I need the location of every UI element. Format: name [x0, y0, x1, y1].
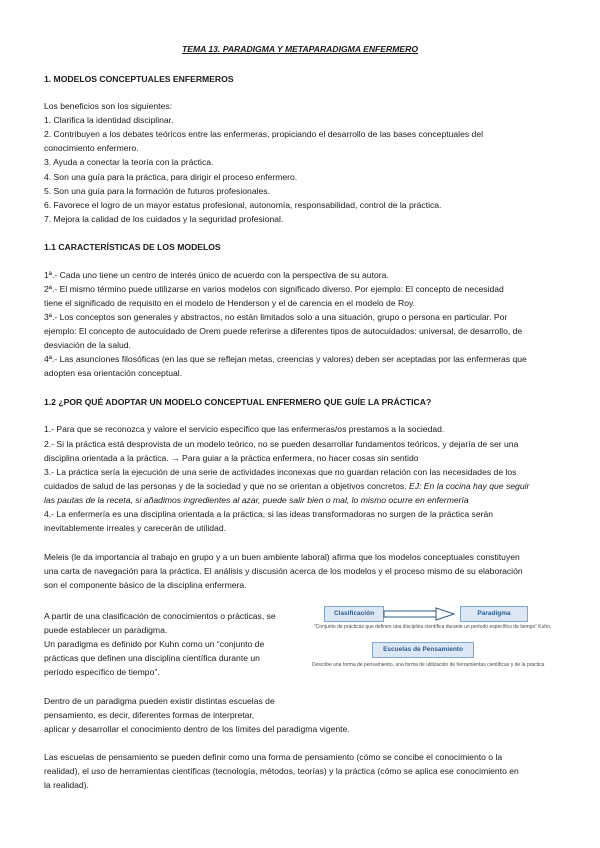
paradigm-paragraph: prácticas que definen una disciplina científica durante un: [44, 653, 260, 663]
benefit-item: conocimiento enfermero.: [44, 143, 139, 153]
benefit-item: 6. Favorece el logro de un mayor estatus profesional, autonomía, responsabilidad, control de la práctica.: [44, 200, 442, 210]
arrow-right-icon: [382, 607, 456, 621]
characteristic-item: adopten esa orientación conceptual.: [44, 368, 183, 378]
characteristic-item: ejemplo: El concepto de autocuidado de Orem puede referirse a diferentes tipos de autocuidados: universal, de desarrollo, de: [44, 326, 523, 336]
schools-paragraph: Dentro de un paradigma pueden existir distintas escuelas de: [44, 696, 275, 706]
benefits-intro: Los beneficios son los siguientes:: [44, 101, 173, 111]
box-paradigma: Paradigma: [460, 606, 528, 622]
benefit-item: 7. Mejora la calidad de los cuidados y la seguridad profesional.: [44, 214, 284, 224]
meleis-paragraph: una carta de navegación para la práctica. El análisis y discusión acerca de los modelos y el proceso mismo de su elaboración: [44, 566, 523, 576]
paradigm-paragraph: puede establecer un paradigma.: [44, 625, 168, 635]
reason-item: 3.- La práctica sería la ejecución de una serie de actividades inconexas que no guardan relación con las necesidades de los: [44, 467, 517, 477]
closing-paragraph: Las escuelas de pensamiento se pueden definir como una forma de pensamiento (cómo se concibe el conocimiento o la: [44, 752, 503, 762]
box-clasificacion: Clasificación: [324, 606, 384, 622]
paradigm-paragraph: A partir de una clasificación de conocimientos o prácticas, se: [44, 611, 276, 621]
benefit-item: 5. Son una guía para la formación de futuros profesionales.: [44, 186, 270, 196]
characteristic-item: 3ª.- Los conceptos son generales y abstractos, no están limitados solo a una situación, grupo o persona en particular. Por: [44, 312, 508, 322]
caption-kuhn: “Conjunto de prácticas que definen una disciplina científica durante un período específico de tiempo” Kuhn.: [314, 624, 552, 630]
schools-paragraph: aplicar y desarrollar el conocimiento dentro de los límites del paradigma vigente.: [44, 724, 350, 734]
characteristic-item: tiene el significado de requisito en el modelo de Henderson y el de carencia en el modelo de Roy.: [44, 298, 416, 308]
reason-3-example: EJ: En la cocina hay que seguir: [409, 481, 530, 491]
reason-item: [44, 481, 529, 492]
characteristic-item: desviación de la salud.: [44, 340, 131, 350]
document-title: TEMA 13. PARADIGMA Y METAPARADIGMA ENFERMERO: [181, 44, 419, 54]
reason-item: inevitablemente irreales y carecerán de utilidad.: [44, 523, 227, 533]
reason-item: 4.- La enfermería es una disciplina orientada a la práctica, si las ideas transformadoras no surgen de la práctica serán: [44, 509, 494, 519]
reason-item: 2.- Si la práctica está desprovista de un modelo teórico, no se pueden desarrollar fundamentos teóricos, y dejaría de ser una: [44, 439, 519, 449]
reason-3-example-continued: las pautas de la receta, si añadimos ingredientes al azar, puede salir bien o mal, lo mismo ocurre en enfermería: [44, 495, 469, 505]
section-1-heading: 1. MODELOS CONCEPTUALES ENFERMEROS: [44, 74, 234, 84]
meleis-paragraph: son el componente básico de la disciplina enfermera.: [44, 580, 247, 590]
characteristic-item: 1ª.- Cada uno tiene un centro de interés único de acuerdo con la perspectiva de su autora.: [44, 270, 389, 280]
benefit-item: 3. Ayuda a conectar la teoría con la práctica.: [44, 157, 214, 167]
section-1-1-heading: 1.1 CARACTERÍSTICAS DE LOS MODELOS: [44, 242, 221, 252]
reason-item: 1.- Para que se reconozca y valore el servicio específico que las enfermeras/os prestamos a la sociedad.: [44, 424, 445, 434]
schools-paragraph: pensamiento, es decir, diferentes formas de interpretar,: [44, 710, 255, 720]
caption-escuelas: Describe una forma de pensamiento, una forma de utilización de herramientas científicas y de la práctica: [312, 662, 545, 668]
reason-3-text: cuidados de salud de las personas y de la sociedad y que no se orientan a objetivos concretos.: [44, 481, 409, 491]
characteristic-item: 4ª.- Las asunciones filosóficas (en las que se reflejan metas, creencias y valores) deben ser aceptadas por las enfermeras que: [44, 354, 527, 364]
reason-item: disciplina orientada a la práctica. → Para guiar a la práctica enfermera, no hacer cosas sin sentido: [44, 453, 419, 463]
closing-paragraph: realidad), el uso de herramientas científicas (tecnología, métodos, teorías) y la práctica (cómo se aplica ese conocimiento en: [44, 766, 519, 776]
characteristic-item: 2ª.- El mismo término puede utilizarse en varios modelos con significado diverso. Por ejemplo: El concepto de necesidad: [44, 284, 504, 294]
paradigm-paragraph: Un paradigma es definido por Kuhn como un “conjunto de: [44, 639, 265, 649]
box-escuelas: Escuelas de Pensamiento: [372, 642, 474, 658]
benefit-item: 1. Clarifica la identidad disciplinar.: [44, 115, 174, 125]
paradigm-diagram: [312, 600, 562, 690]
benefit-item: 2. Contribuyen a los debates teóricos entre las enfermeras, propiciando el desarrollo de las bases conceptuales del: [44, 129, 484, 139]
closing-paragraph: la realidad).: [44, 780, 89, 790]
section-1-2-heading: 1.2 ¿POR QUÉ ADOPTAR UN MODELO CONCEPTUAL ENFERMERO QUE GUÍE LA PRÁCTICA?: [44, 397, 432, 407]
paradigm-paragraph: período específico de tiempo”.: [44, 667, 160, 677]
benefit-item: 4. Son una guía para la práctica, para dirigir el proceso enfermero.: [44, 172, 298, 182]
meleis-paragraph: Meleis (le da importancia al trabajo en grupo y a un buen ambiente laboral) afirma que los modelos conceptuales constituyen: [44, 552, 520, 562]
